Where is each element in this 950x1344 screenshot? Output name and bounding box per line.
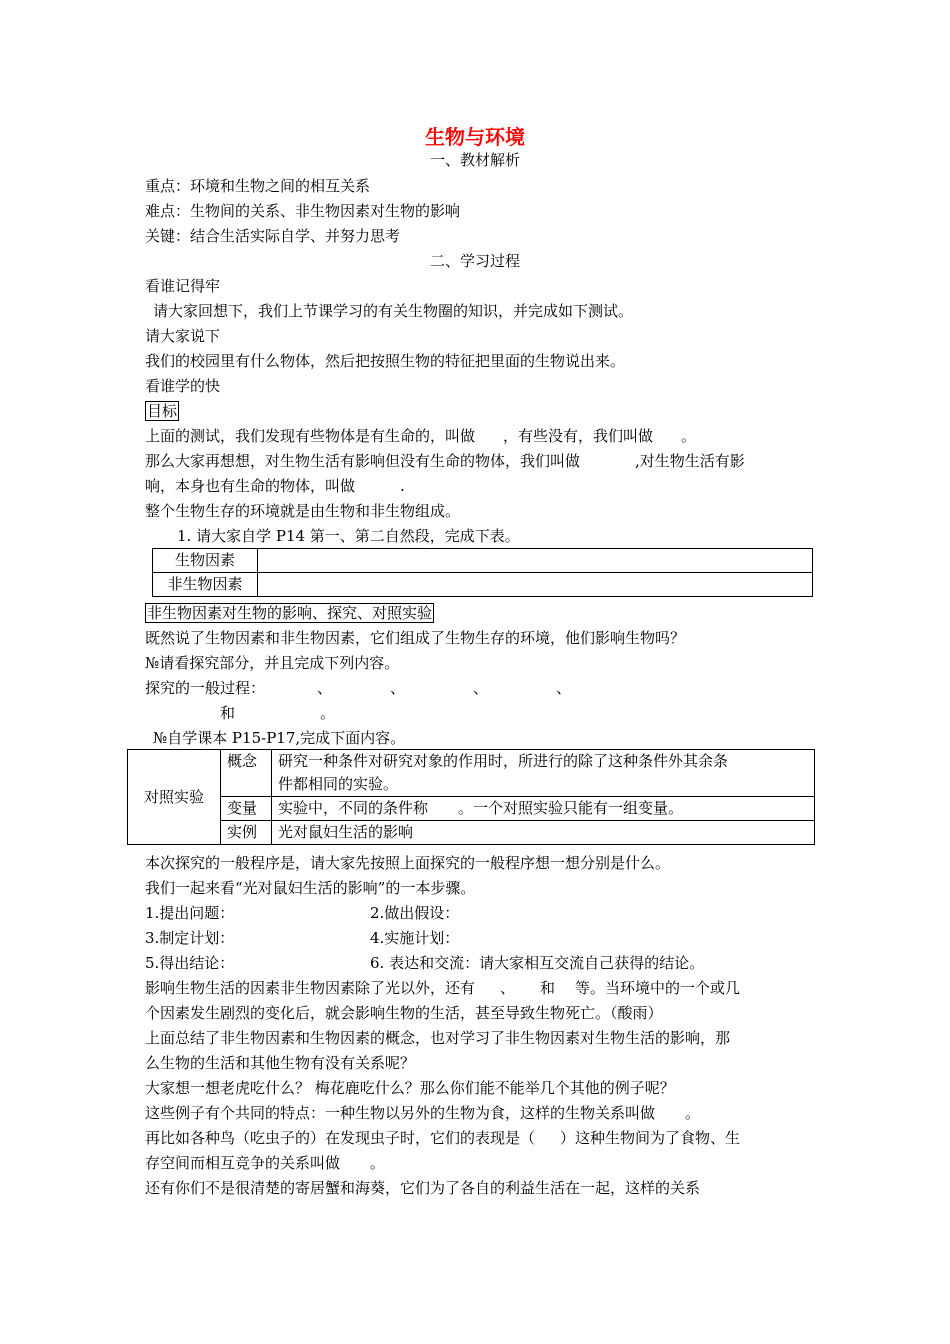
paragraph-crab: 还有你们不是很清楚的寄居蟹和海葵，它们为了各自的利益生活在一起，这样的关系 — [145, 1179, 701, 1197]
paragraph-this: 本次探究的一般程序是，请大家先按照上面探究的一般程序想一想分别是什么。 — [145, 854, 671, 872]
text-segment: 和 — [220, 704, 236, 722]
heading-abiotic — [145, 603, 434, 623]
paragraph-since: 既然说了生物因素和非生物因素，它们组成了生物生存的环境，他们影响生物吗？ — [145, 629, 686, 647]
difficulty-line: 难点：生物间的关系、非生物因素对生物的影响 — [145, 202, 461, 220]
paragraph-process-2 — [220, 703, 335, 723]
text-segment: 。 — [320, 704, 336, 722]
key-point-line: 重点：环境和生物之间的相互关系 — [145, 177, 371, 195]
paragraph-fast: 看谁学的快 — [145, 377, 221, 395]
text-segment: 、 — [500, 979, 516, 997]
paragraph-think — [145, 451, 745, 471]
paragraph-whole: 整个生物生存的环境就是由生物和非生物组成。 — [145, 502, 461, 520]
label-abiotic-factor: 非生物因素 — [153, 573, 258, 597]
control-experiment-table — [127, 749, 815, 845]
table-row — [128, 750, 815, 797]
text-segment: 、 — [317, 679, 333, 697]
text-segment: 这些例子有个共同的特点：一种生物以另外的生物为食，这样的生物关系叫做 — [145, 1104, 656, 1122]
table-row — [153, 549, 813, 573]
text-segment: 等。当环境中的一个或几 — [575, 979, 741, 997]
paragraph-recall: 请大家回想下，我们上节课学习的有关生物圈的知识，并完成如下测试。 — [153, 302, 634, 320]
text-segment: 。 — [370, 1154, 386, 1172]
answer-cell-abiotic[interactable] — [258, 573, 813, 597]
text-segment: ，有些没有，我们叫做 — [503, 427, 654, 445]
paragraph-birds — [145, 1128, 740, 1148]
step-3: 3.制定计划： — [145, 929, 235, 947]
step-6: 6. 表达和交流：请大家相互交流自己获得的结论。 — [370, 954, 705, 972]
variable-label: 变量 — [221, 797, 272, 821]
heading-abiotic-box: 非生物因素对生物的影响、探究、对照实验 — [147, 604, 433, 622]
section-heading-2: 二、学习过程 — [429, 252, 520, 270]
factor-table — [152, 548, 813, 597]
text-segment: 那么大家再想想，对生物生活有影响但没有生命的物体，我们叫做 — [145, 452, 581, 470]
paragraph-factors-2: 个因素发生剧烈的变化后，就会影响生物的生活，甚至导致生物死亡。（酸雨） — [145, 1004, 663, 1022]
text-segment: 探究的一般过程： — [145, 679, 266, 697]
paragraph-think-2 — [145, 476, 405, 496]
key-line: 关键：结合生活实际自学、并努力思考 — [145, 227, 401, 245]
paragraph-tiger: 大家想一想老虎吃什么？ 梅花鹿吃什么？那么你们能不能举几个其他的例子呢？ — [145, 1079, 675, 1097]
step-1: 1.提出问题： — [145, 904, 235, 922]
text-segment: 、 — [556, 679, 572, 697]
text-segment: ）这种生物间为了食物、生 — [560, 1129, 741, 1147]
table-row — [128, 797, 815, 821]
paragraph-summary-1: 上面总结了非生物因素和生物因素的概念，也对学习了非生物因素对生物生活的影响，那 — [145, 1029, 731, 1047]
paragraph-factors — [145, 978, 740, 998]
goal-label — [145, 401, 179, 421]
text-segment: 、 — [473, 679, 489, 697]
text-segment: . — [400, 477, 405, 495]
example-label: 实例 — [221, 821, 272, 845]
text-segment: 响，本身也有生命的物体，叫做 — [145, 477, 356, 495]
text-segment: 实验中，不同的条件称 — [278, 799, 429, 817]
paragraph-summary-2: 么生物的生活和其他生物有没有关系呢？ — [145, 1054, 416, 1072]
control-experiment-label: 对照实验 — [128, 750, 221, 845]
paragraph-together: 我们一起来看“光对鼠妇生活的影响”的一本步骤。 — [145, 879, 476, 897]
paragraph-look: №请看探究部分，并且完成下列内容。 — [145, 654, 400, 672]
answer-cell-biotic[interactable] — [258, 549, 813, 573]
text-segment: 上面的测试，我们发现有些物体是有生命的，叫做 — [145, 427, 476, 445]
step-5: 5.得出结论： — [145, 954, 235, 972]
text-segment: 。 — [681, 427, 697, 445]
text-segment: 和 — [540, 979, 556, 997]
text-segment: 。 — [685, 1104, 701, 1122]
paragraph-memory: 看谁记得牢 — [145, 277, 221, 295]
step-2: 2.做出假设： — [370, 904, 460, 922]
table-row — [153, 573, 813, 597]
variable-text — [272, 797, 815, 821]
section-heading-1: 一、教材解析 — [429, 151, 520, 169]
example-text: 光对鼠妇生活的影响 — [272, 821, 815, 845]
page-title: 生物与环境 — [425, 125, 525, 149]
text-segment: 存空间而相互竞争的关系叫做 — [145, 1154, 341, 1172]
paragraph-birds-2 — [145, 1153, 385, 1173]
text-segment: 影响生物生活的因素非生物因素除了光以外，还有 — [145, 979, 476, 997]
paragraph-test — [145, 426, 696, 446]
step-4: 4.实施计划： — [370, 929, 460, 947]
concept-text — [272, 750, 815, 797]
paragraph-process — [145, 678, 571, 698]
concept-line-2: 件都相同的实验。 — [278, 775, 399, 793]
paragraph-study-1: 1. 请大家自学 P14 第一、第二自然段，完成下表。 — [177, 527, 520, 545]
goal-box: 目标 — [147, 402, 178, 420]
paragraph-campus: 我们的校园里有什么物体，然后把按照生物的特征把里面的生物说出来。 — [145, 352, 626, 370]
text-segment: 。一个对照实验只能有一组变量。 — [458, 799, 684, 817]
table-row — [128, 821, 815, 845]
paragraph-common — [145, 1103, 700, 1123]
label-biotic-factor: 生物因素 — [153, 549, 258, 573]
paragraph-selfstudy: №自学课本 P15-P17,完成下面内容。 — [153, 729, 406, 747]
text-segment: 再比如各种鸟（吃虫子的）在发现虫子时，它们的表现是（ — [145, 1129, 536, 1147]
text-segment: ,对生物生活有影 — [635, 452, 745, 470]
concept-line-1: 研究一种条件对研究对象的作用时，所进行的除了这种条件外其余条 — [278, 752, 729, 770]
paragraph-say: 请大家说下 — [145, 327, 221, 345]
text-segment: 、 — [390, 679, 406, 697]
concept-label: 概念 — [221, 750, 272, 797]
